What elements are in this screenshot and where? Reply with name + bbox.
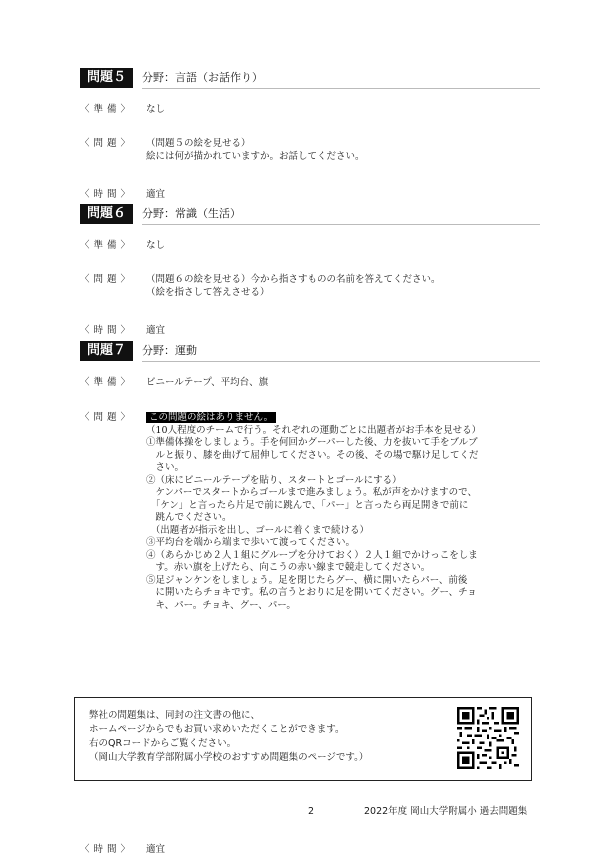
time-label: 〈 時 間 〉 [80,844,131,855]
time-value: 適宜 [146,189,166,200]
problem-7-badge: 問題７ [80,341,133,361]
question-line: キ、パー。チョキ、グー、パー。 [146,599,296,611]
problem-5-field: 分野：言語（お話作り） [142,71,263,84]
prep-row [80,240,540,253]
question-text [146,274,540,299]
prep-row [80,104,540,117]
time-value: 適宜 [146,844,166,855]
notice-line: 右のQRコードからご覧ください。 [89,738,237,749]
question-line: （10人程度のチームで行う。それぞれの運動ごとに出題者がお手本を見せる） [146,424,482,436]
header-divider [142,88,540,89]
problem-6-field: 分野：常識（生活） [142,207,241,220]
problem-7-header [80,341,540,363]
question-line: さい。 [146,462,185,473]
question-row [80,274,540,300]
order-notice-box [74,697,532,781]
question-line: ①準備体操をしましょう。手を何回かグーパーした後、力を抜いて手をブルブ [146,437,478,448]
time-label: 〈 時 間 〉 [80,325,131,336]
question-line: （問題５の絵を見せる） [146,138,251,149]
time-row [80,844,540,857]
question-line: ②（床にビニールテープを貼り、スタートとゴールにする） [146,474,402,486]
question-line: す。赤い旗を上げたら、向こうの赤い線まで競走してください。 [146,562,431,573]
question-label: 〈 問 題 〉 [80,138,131,149]
question-text [146,412,540,612]
question-line: （出題者が指示を出し、ゴールに着くまで続ける） [146,524,370,536]
question-line: ルと振り、膝を曲げて屈伸してください。その後、その場で駆け足してくだ [146,449,479,461]
question-line: 絵には何が描かれていますか。お話してください。 [146,150,365,162]
problem-5-header [80,68,540,90]
time-row [80,189,540,202]
notice-line: 弊社の問題集は、同封の注文書の他に、 [89,710,261,721]
problem-6-badge: 問題６ [80,204,133,224]
question-label: 〈 問 題 〉 [80,274,131,285]
question-line: （絵を指さして答えさせる） [146,286,270,298]
page-number: 2 [308,806,315,817]
prep-label: 〈 準 備 〉 [80,240,131,251]
time-value: 適宜 [146,325,166,336]
question-line: ケンパーでスタートからゴールまで進みましょう。私が声をかけますので、 [146,487,477,498]
question-row [80,412,540,622]
question-line: （問題６の絵を見せる）今から指さすものの名前を答えてください。 [146,274,441,285]
time-label: 〈 時 間 〉 [80,189,131,200]
notice-text [89,709,368,765]
problem-6-section [80,204,540,336]
question-line: に開いたらチョキです。私の言うとおりに足を開いてください。グー、チョ [146,587,477,598]
question-line: 「ケン」と言ったら片足で前に跳んで、「パー」と言ったら両足開きで前に [146,499,469,511]
problem-6-header [80,204,540,226]
footer-title: 2022年度 岡山大学附属小 過去問題集 [364,806,528,817]
question-text [146,138,540,163]
question-line: ⑤足ジャンケンをしましょう。足を閉じたらグー、横に開いたらパー、前後 [146,574,468,586]
prep-row [80,377,540,390]
problem-5-section [80,68,540,200]
question-line: ③平均台を端から端まで歩いて渡ってください。 [146,537,356,548]
question-row [80,138,540,164]
question-label: 〈 問 題 〉 [80,412,131,423]
header-divider [142,361,540,362]
problem-5-badge: 問題５ [80,68,133,88]
question-line: 跳んでください。 [146,512,232,523]
prep-value: なし [146,240,166,251]
prep-label: 〈 準 備 〉 [80,104,131,115]
header-divider [142,224,540,225]
prep-value: ビニールテープ、平均台、旗 [146,377,269,388]
prep-value: なし [146,104,166,115]
time-row [80,325,540,338]
notice-line: （岡山大学教育学部附属小学校のおすすめ問題集のページです。） [89,752,369,763]
qr-code-icon[interactable] [457,707,519,769]
prep-label: 〈 準 備 〉 [80,377,131,388]
problem-7-field: 分野：運動 [142,344,197,357]
question-line: ④（あらかじめ２人１組にグループを分けておく）２人１組でかけっこをしま [146,549,478,561]
notice-line: ホームページからでもお買い求めいただくことができます。 [89,724,345,735]
no-illustration-notice: この問題の絵はありません。 [146,412,276,423]
